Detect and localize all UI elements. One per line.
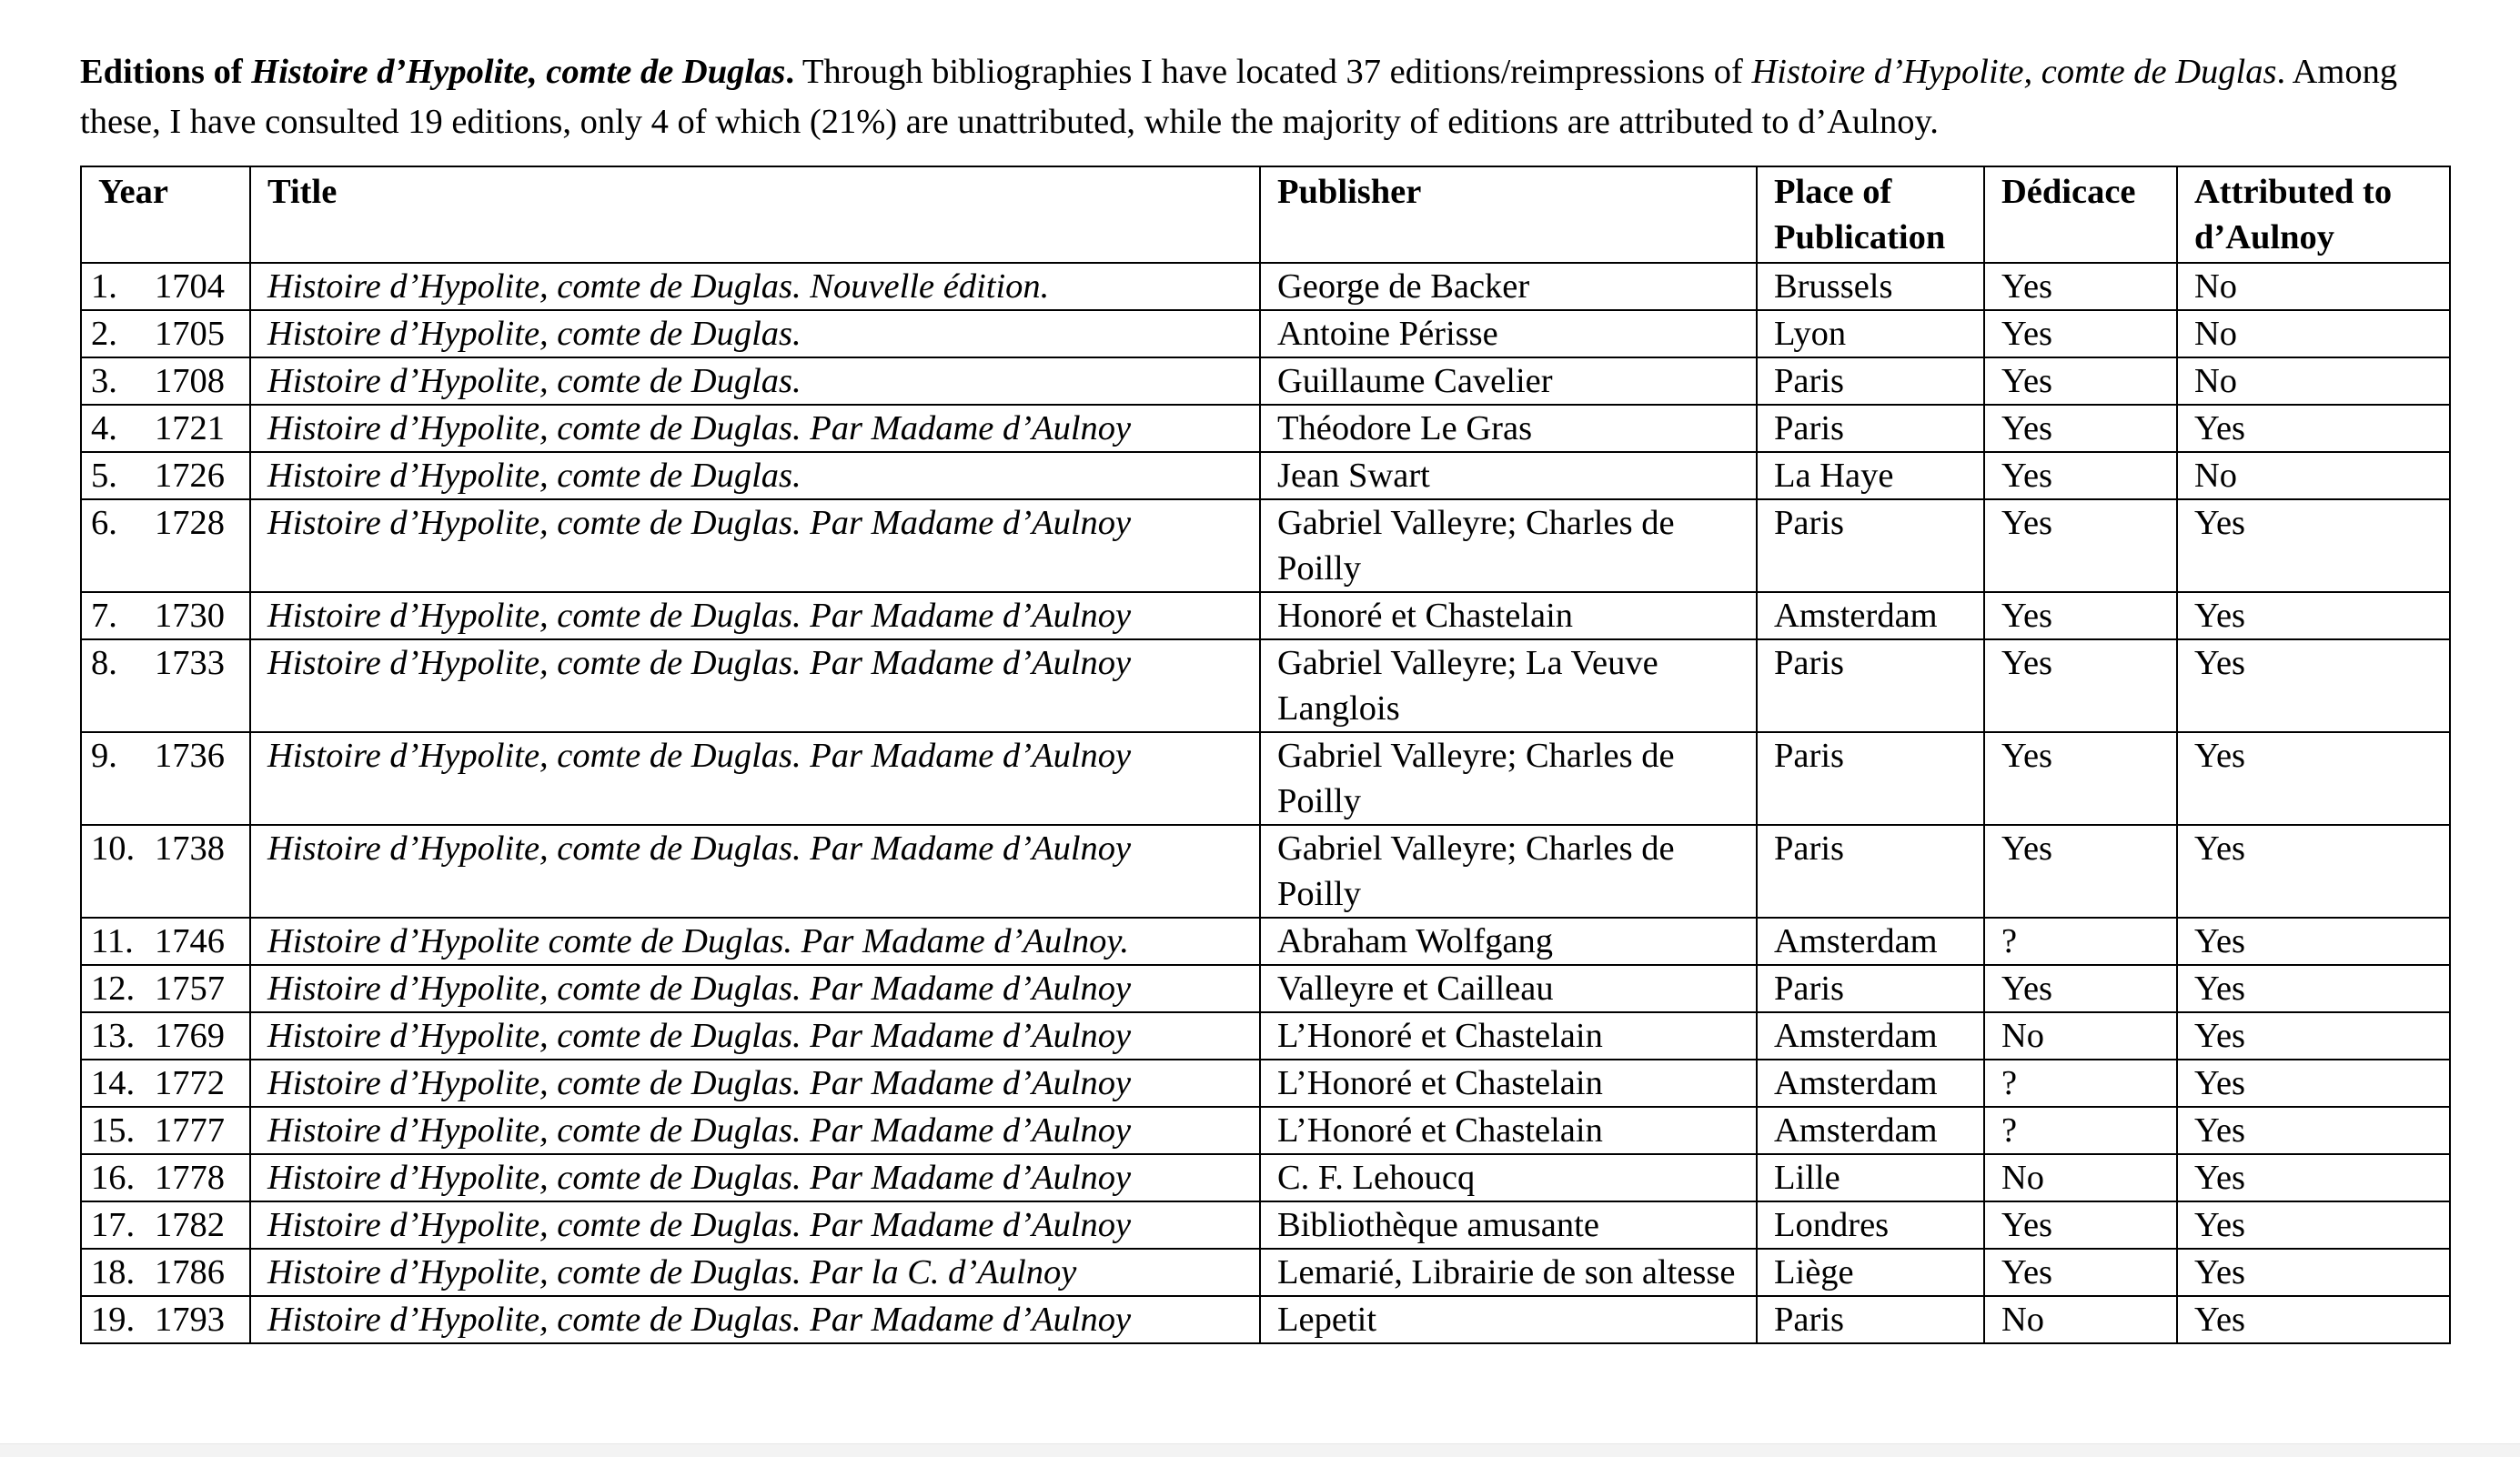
row-year: 1778 — [155, 1159, 225, 1197]
header-year: Year — [81, 166, 250, 263]
row-number: 18. — [91, 1253, 136, 1291]
row-number: 12. — [91, 970, 136, 1008]
table-row — [81, 592, 2450, 639]
cell-publisher: Bibliothèque amusante — [1260, 1201, 1757, 1249]
cell-publisher: C. F. Lehoucq — [1260, 1154, 1757, 1201]
row-number: 10. — [91, 829, 136, 868]
cell-dedicace: Yes — [1984, 732, 2177, 825]
cell-place: La Haye — [1757, 452, 1984, 499]
cell-attributed: Yes — [2177, 405, 2450, 452]
cell-dedicace: Yes — [1984, 965, 2177, 1012]
cell-place: Amsterdam — [1757, 1060, 1984, 1107]
table-row — [81, 1296, 2450, 1343]
cell-year — [81, 732, 250, 825]
row-year: 1782 — [155, 1206, 225, 1244]
cell-dedicace: Yes — [1984, 499, 2177, 592]
cell-title: Histoire d’Hypolite, comte de Duglas. Par Madame d’Aulnoy — [250, 1107, 1260, 1154]
cell-attributed: Yes — [2177, 965, 2450, 1012]
cell-place: Amsterdam — [1757, 1012, 1984, 1060]
intro-text-1: Through bibliographies I have located 37 editions/reimpressions of — [793, 53, 1752, 91]
cell-publisher: Gabriel Valleyre; Charles de Poilly — [1260, 732, 1757, 825]
cell-year — [81, 1012, 250, 1060]
cell-dedicace: Yes — [1984, 1249, 2177, 1296]
cell-publisher: Guillaume Cavelier — [1260, 357, 1757, 405]
cell-place: Paris — [1757, 499, 1984, 592]
cell-attributed: Yes — [2177, 1296, 2450, 1343]
intro-text-2: . Among these, I have consulted 19 editions, only 4 of which (21%) are unattributed, while the majority of editions are attributed to d’Aulnoy. — [80, 53, 2398, 141]
row-number: 1. — [91, 267, 117, 306]
cell-title: Histoire d’Hypolite, comte de Duglas. Par Madame d’Aulnoy — [250, 1060, 1260, 1107]
cell-place: Paris — [1757, 405, 1984, 452]
cell-dedicace: No — [1984, 1012, 2177, 1060]
cell-attributed: Yes — [2177, 732, 2450, 825]
editions-table — [80, 166, 2451, 1344]
cell-dedicace: Yes — [1984, 1201, 2177, 1249]
header-dedicace: Dédicace — [1984, 166, 2177, 263]
row-number: 8. — [91, 644, 117, 682]
row-number: 7. — [91, 597, 117, 635]
cell-title: Histoire d’Hypolite, comte de Duglas. — [250, 310, 1260, 357]
table-header-row — [81, 166, 2450, 263]
header-title: Title — [250, 166, 1260, 263]
cell-publisher: L’Honoré et Chastelain — [1260, 1012, 1757, 1060]
cell-place: Londres — [1757, 1201, 1984, 1249]
cell-attributed: Yes — [2177, 1154, 2450, 1201]
cell-dedicace: No — [1984, 1296, 2177, 1343]
table-row — [81, 1201, 2450, 1249]
cell-year — [81, 1060, 250, 1107]
header-place: Place of Publication — [1757, 166, 1984, 263]
cell-title: Histoire d’Hypolite, comte de Duglas. Par Madame d’Aulnoy — [250, 1154, 1260, 1201]
row-year: 1733 — [155, 644, 225, 682]
cell-attributed: Yes — [2177, 1249, 2450, 1296]
cell-place: Paris — [1757, 357, 1984, 405]
table-row — [81, 825, 2450, 918]
table-row — [81, 1107, 2450, 1154]
cell-title: Histoire d’Hypolite, comte de Duglas. Par Madame d’Aulnoy — [250, 732, 1260, 825]
cell-title: Histoire d’Hypolite, comte de Duglas. Nouvelle édition. — [250, 263, 1260, 310]
cell-year — [81, 825, 250, 918]
cell-year — [81, 639, 250, 732]
row-number: 16. — [91, 1159, 136, 1197]
cell-publisher: George de Backer — [1260, 263, 1757, 310]
table-row — [81, 357, 2450, 405]
row-number: 6. — [91, 504, 117, 542]
cell-year — [81, 405, 250, 452]
row-year: 1746 — [155, 922, 225, 960]
table-row — [81, 499, 2450, 592]
table-row — [81, 263, 2450, 310]
table-row — [81, 1154, 2450, 1201]
row-year: 1772 — [155, 1064, 225, 1102]
row-number: 11. — [91, 922, 134, 960]
row-number: 17. — [91, 1206, 136, 1244]
cell-title: Histoire d’Hypolite, comte de Duglas. Par Madame d’Aulnoy — [250, 825, 1260, 918]
cell-place: Amsterdam — [1757, 918, 1984, 965]
cell-publisher: Antoine Périsse — [1260, 310, 1757, 357]
cell-place: Paris — [1757, 1296, 1984, 1343]
cell-title: Histoire d’Hypolite, comte de Duglas. Par Madame d’Aulnoy — [250, 1296, 1260, 1343]
cell-dedicace: ? — [1984, 1107, 2177, 1154]
cell-attributed: Yes — [2177, 1012, 2450, 1060]
cell-year — [81, 1249, 250, 1296]
row-year: 1793 — [155, 1301, 225, 1339]
row-year: 1726 — [155, 457, 225, 495]
cell-publisher: Gabriel Valleyre; Charles de Poilly — [1260, 825, 1757, 918]
cell-title: Histoire d’Hypolite, comte de Duglas. Par Madame d’Aulnoy — [250, 405, 1260, 452]
row-number: 15. — [91, 1111, 136, 1150]
cell-place: Paris — [1757, 639, 1984, 732]
row-year: 1736 — [155, 737, 225, 775]
cell-publisher: Lemarié, Librairie de son altesse — [1260, 1249, 1757, 1296]
row-year: 1757 — [155, 970, 225, 1008]
cell-attributed: Yes — [2177, 1060, 2450, 1107]
table-row — [81, 310, 2450, 357]
row-year: 1786 — [155, 1253, 225, 1291]
cell-publisher: Lepetit — [1260, 1296, 1757, 1343]
cell-dedicace: Yes — [1984, 263, 2177, 310]
cell-dedicace: ? — [1984, 1060, 2177, 1107]
row-year: 1704 — [155, 267, 225, 306]
row-year: 1738 — [155, 829, 225, 868]
cell-dedicace: No — [1984, 1154, 2177, 1201]
cell-place: Lille — [1757, 1154, 1984, 1201]
row-year: 1705 — [155, 315, 225, 353]
cell-title: Histoire d’Hypolite, comte de Duglas. Par Madame d’Aulnoy — [250, 499, 1260, 592]
header-attributed: Attributed to d’Aulnoy — [2177, 166, 2450, 263]
cell-year — [81, 310, 250, 357]
cell-place: Amsterdam — [1757, 1107, 1984, 1154]
cell-dedicace: Yes — [1984, 310, 2177, 357]
cell-title: Histoire d’Hypolite, comte de Duglas. — [250, 452, 1260, 499]
row-year: 1728 — [155, 504, 225, 542]
row-number: 9. — [91, 737, 117, 775]
cell-title: Histoire d’Hypolite, comte de Duglas. — [250, 357, 1260, 405]
cell-year — [81, 1296, 250, 1343]
cell-title: Histoire d’Hypolite, comte de Duglas. Par Madame d’Aulnoy — [250, 592, 1260, 639]
cell-place: Paris — [1757, 965, 1984, 1012]
cell-place: Lyon — [1757, 310, 1984, 357]
row-year: 1769 — [155, 1017, 225, 1055]
cell-year — [81, 357, 250, 405]
cell-publisher: Jean Swart — [1260, 452, 1757, 499]
row-number: 4. — [91, 409, 117, 447]
cell-dedicace: Yes — [1984, 639, 2177, 732]
cell-attributed: Yes — [2177, 918, 2450, 965]
cell-attributed: Yes — [2177, 1107, 2450, 1154]
cell-publisher: Honoré et Chastelain — [1260, 592, 1757, 639]
cell-attributed: Yes — [2177, 1201, 2450, 1249]
row-year: 1730 — [155, 597, 225, 635]
table-row — [81, 452, 2450, 499]
cell-attributed: No — [2177, 357, 2450, 405]
cell-place: Brussels — [1757, 263, 1984, 310]
table-row — [81, 405, 2450, 452]
cell-place: Amsterdam — [1757, 592, 1984, 639]
cell-year — [81, 965, 250, 1012]
intro-title-italic: Histoire d’Hypolite, comte de Duglas — [1751, 53, 2277, 91]
intro-paragraph — [80, 47, 2449, 147]
row-number: 3. — [91, 362, 117, 400]
row-number: 14. — [91, 1064, 136, 1102]
cell-year — [81, 1107, 250, 1154]
cell-dedicace: Yes — [1984, 357, 2177, 405]
cell-attributed: No — [2177, 263, 2450, 310]
bottom-strip — [0, 1443, 2520, 1457]
cell-publisher: L’Honoré et Chastelain — [1260, 1107, 1757, 1154]
cell-year — [81, 918, 250, 965]
cell-publisher: Gabriel Valleyre; Charles de Poilly — [1260, 499, 1757, 592]
table-row — [81, 1012, 2450, 1060]
table-row — [81, 965, 2450, 1012]
row-number: 5. — [91, 457, 117, 495]
row-number: 19. — [91, 1301, 136, 1339]
cell-attributed: No — [2177, 452, 2450, 499]
cell-attributed: No — [2177, 310, 2450, 357]
cell-year — [81, 452, 250, 499]
row-number: 2. — [91, 315, 117, 353]
row-year: 1721 — [155, 409, 225, 447]
cell-place: Liège — [1757, 1249, 1984, 1296]
cell-year — [81, 499, 250, 592]
table-row — [81, 1060, 2450, 1107]
cell-publisher: Abraham Wolfgang — [1260, 918, 1757, 965]
cell-year — [81, 263, 250, 310]
cell-title: Histoire d’Hypolite, comte de Duglas. Par la C. d’Aulnoy — [250, 1249, 1260, 1296]
cell-title: Histoire d’Hypolite, comte de Duglas. Par Madame d’Aulnoy — [250, 965, 1260, 1012]
document-page — [80, 47, 2449, 1344]
cell-dedicace: Yes — [1984, 592, 2177, 639]
table-row — [81, 1249, 2450, 1296]
cell-attributed: Yes — [2177, 499, 2450, 592]
intro-lead-title: Histoire d’Hypolite, comte de Duglas — [251, 53, 786, 91]
cell-attributed: Yes — [2177, 639, 2450, 732]
table-row — [81, 732, 2450, 825]
intro-lead-period: . — [785, 53, 794, 91]
cell-year — [81, 1201, 250, 1249]
cell-attributed: Yes — [2177, 825, 2450, 918]
cell-title: Histoire d’Hypolite, comte de Duglas. Par Madame d’Aulnoy — [250, 1012, 1260, 1060]
table-body — [81, 263, 2450, 1343]
cell-title: Histoire d’Hypolite, comte de Duglas. Par Madame d’Aulnoy — [250, 1201, 1260, 1249]
cell-dedicace: ? — [1984, 918, 2177, 965]
header-publisher: Publisher — [1260, 166, 1757, 263]
row-number: 13. — [91, 1017, 136, 1055]
cell-title: Histoire d’Hypolite comte de Duglas. Par Madame d’Aulnoy. — [250, 918, 1260, 965]
cell-dedicace: Yes — [1984, 825, 2177, 918]
cell-dedicace: Yes — [1984, 405, 2177, 452]
cell-publisher: Gabriel Valleyre; La Veuve Langlois — [1260, 639, 1757, 732]
row-year: 1708 — [155, 362, 225, 400]
intro-lead-text: Editions of — [80, 53, 252, 91]
cell-dedicace: Yes — [1984, 452, 2177, 499]
table-row — [81, 639, 2450, 732]
cell-publisher: Valleyre et Cailleau — [1260, 965, 1757, 1012]
cell-place: Paris — [1757, 732, 1984, 825]
cell-publisher: Théodore Le Gras — [1260, 405, 1757, 452]
cell-year — [81, 592, 250, 639]
cell-title: Histoire d’Hypolite, comte de Duglas. Par Madame d’Aulnoy — [250, 639, 1260, 732]
table-row — [81, 918, 2450, 965]
cell-year — [81, 1154, 250, 1201]
row-year: 1777 — [155, 1111, 225, 1150]
cell-publisher: L’Honoré et Chastelain — [1260, 1060, 1757, 1107]
cell-attributed: Yes — [2177, 592, 2450, 639]
cell-place: Paris — [1757, 825, 1984, 918]
intro-lead — [80, 53, 794, 91]
